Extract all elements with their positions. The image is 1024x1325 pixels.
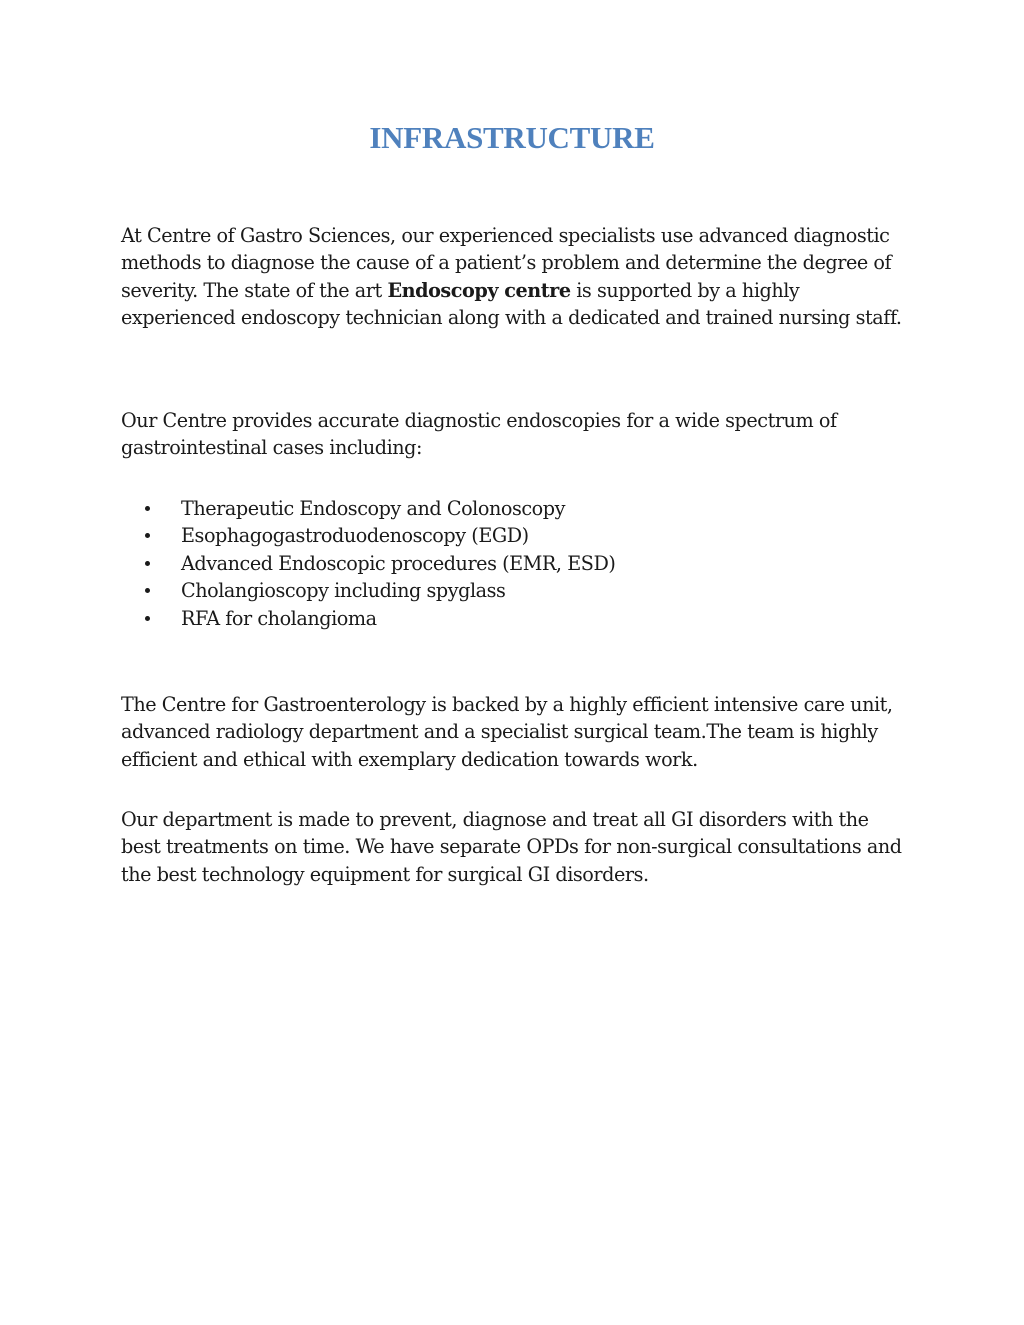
list-item-text: Esophagogastroduodenoscopy (EGD) <box>181 524 529 548</box>
bullet-icon <box>145 561 150 566</box>
list-item-text: RFA for cholangioma <box>181 606 377 630</box>
list-item <box>121 605 615 632</box>
list-item <box>121 522 615 549</box>
list-item <box>121 577 615 604</box>
list-item-text: Advanced Endoscopic procedures (EMR, ESD) <box>181 551 616 575</box>
services-list <box>121 495 615 632</box>
intro-text-end: is supported by a highly experienced endoscopy technician along with a dedicated and trained nursing staff. <box>121 278 902 330</box>
list-item-text: Cholangioscopy including spyglass <box>181 579 506 603</box>
page-title: INFRASTRUCTURE <box>369 120 655 155</box>
bullet-icon <box>145 616 150 621</box>
list-item <box>121 550 615 577</box>
bullet-icon <box>145 588 150 593</box>
intro-bold-text: Endoscopy centre <box>387 278 571 302</box>
bullet-icon <box>145 506 150 511</box>
backing-paragraph: The Centre for Gastroenterology is backed by a highly efficient intensive care unit, advanced radiology department and a specialist surgical team.The team is highly efficient and ethical with exemplary dedication towards work. <box>121 693 893 771</box>
services-intro-paragraph: Our Centre provides accurate diagnostic endoscopies for a wide spectrum of gastrointestinal cases including: <box>121 409 837 460</box>
department-paragraph: Our department is made to prevent, diagnose and treat all GI disorders with the best treatments on time. We have separate OPDs for non-surgical consultations and the best technology equipment for surgical GI disorders. <box>121 808 902 886</box>
intro-text-start: At Centre of Gastro Sciences, our experienced specialists use advanced diagnostic methods to diagnose the cause of a patient’s problem and determine the degree of severity. The state of the art <box>121 224 892 302</box>
intro-paragraph <box>121 222 911 332</box>
bullet-icon <box>145 533 150 538</box>
list-item-text: Therapeutic Endoscopy and Colonoscopy <box>181 497 566 520</box>
list-item <box>121 495 615 522</box>
